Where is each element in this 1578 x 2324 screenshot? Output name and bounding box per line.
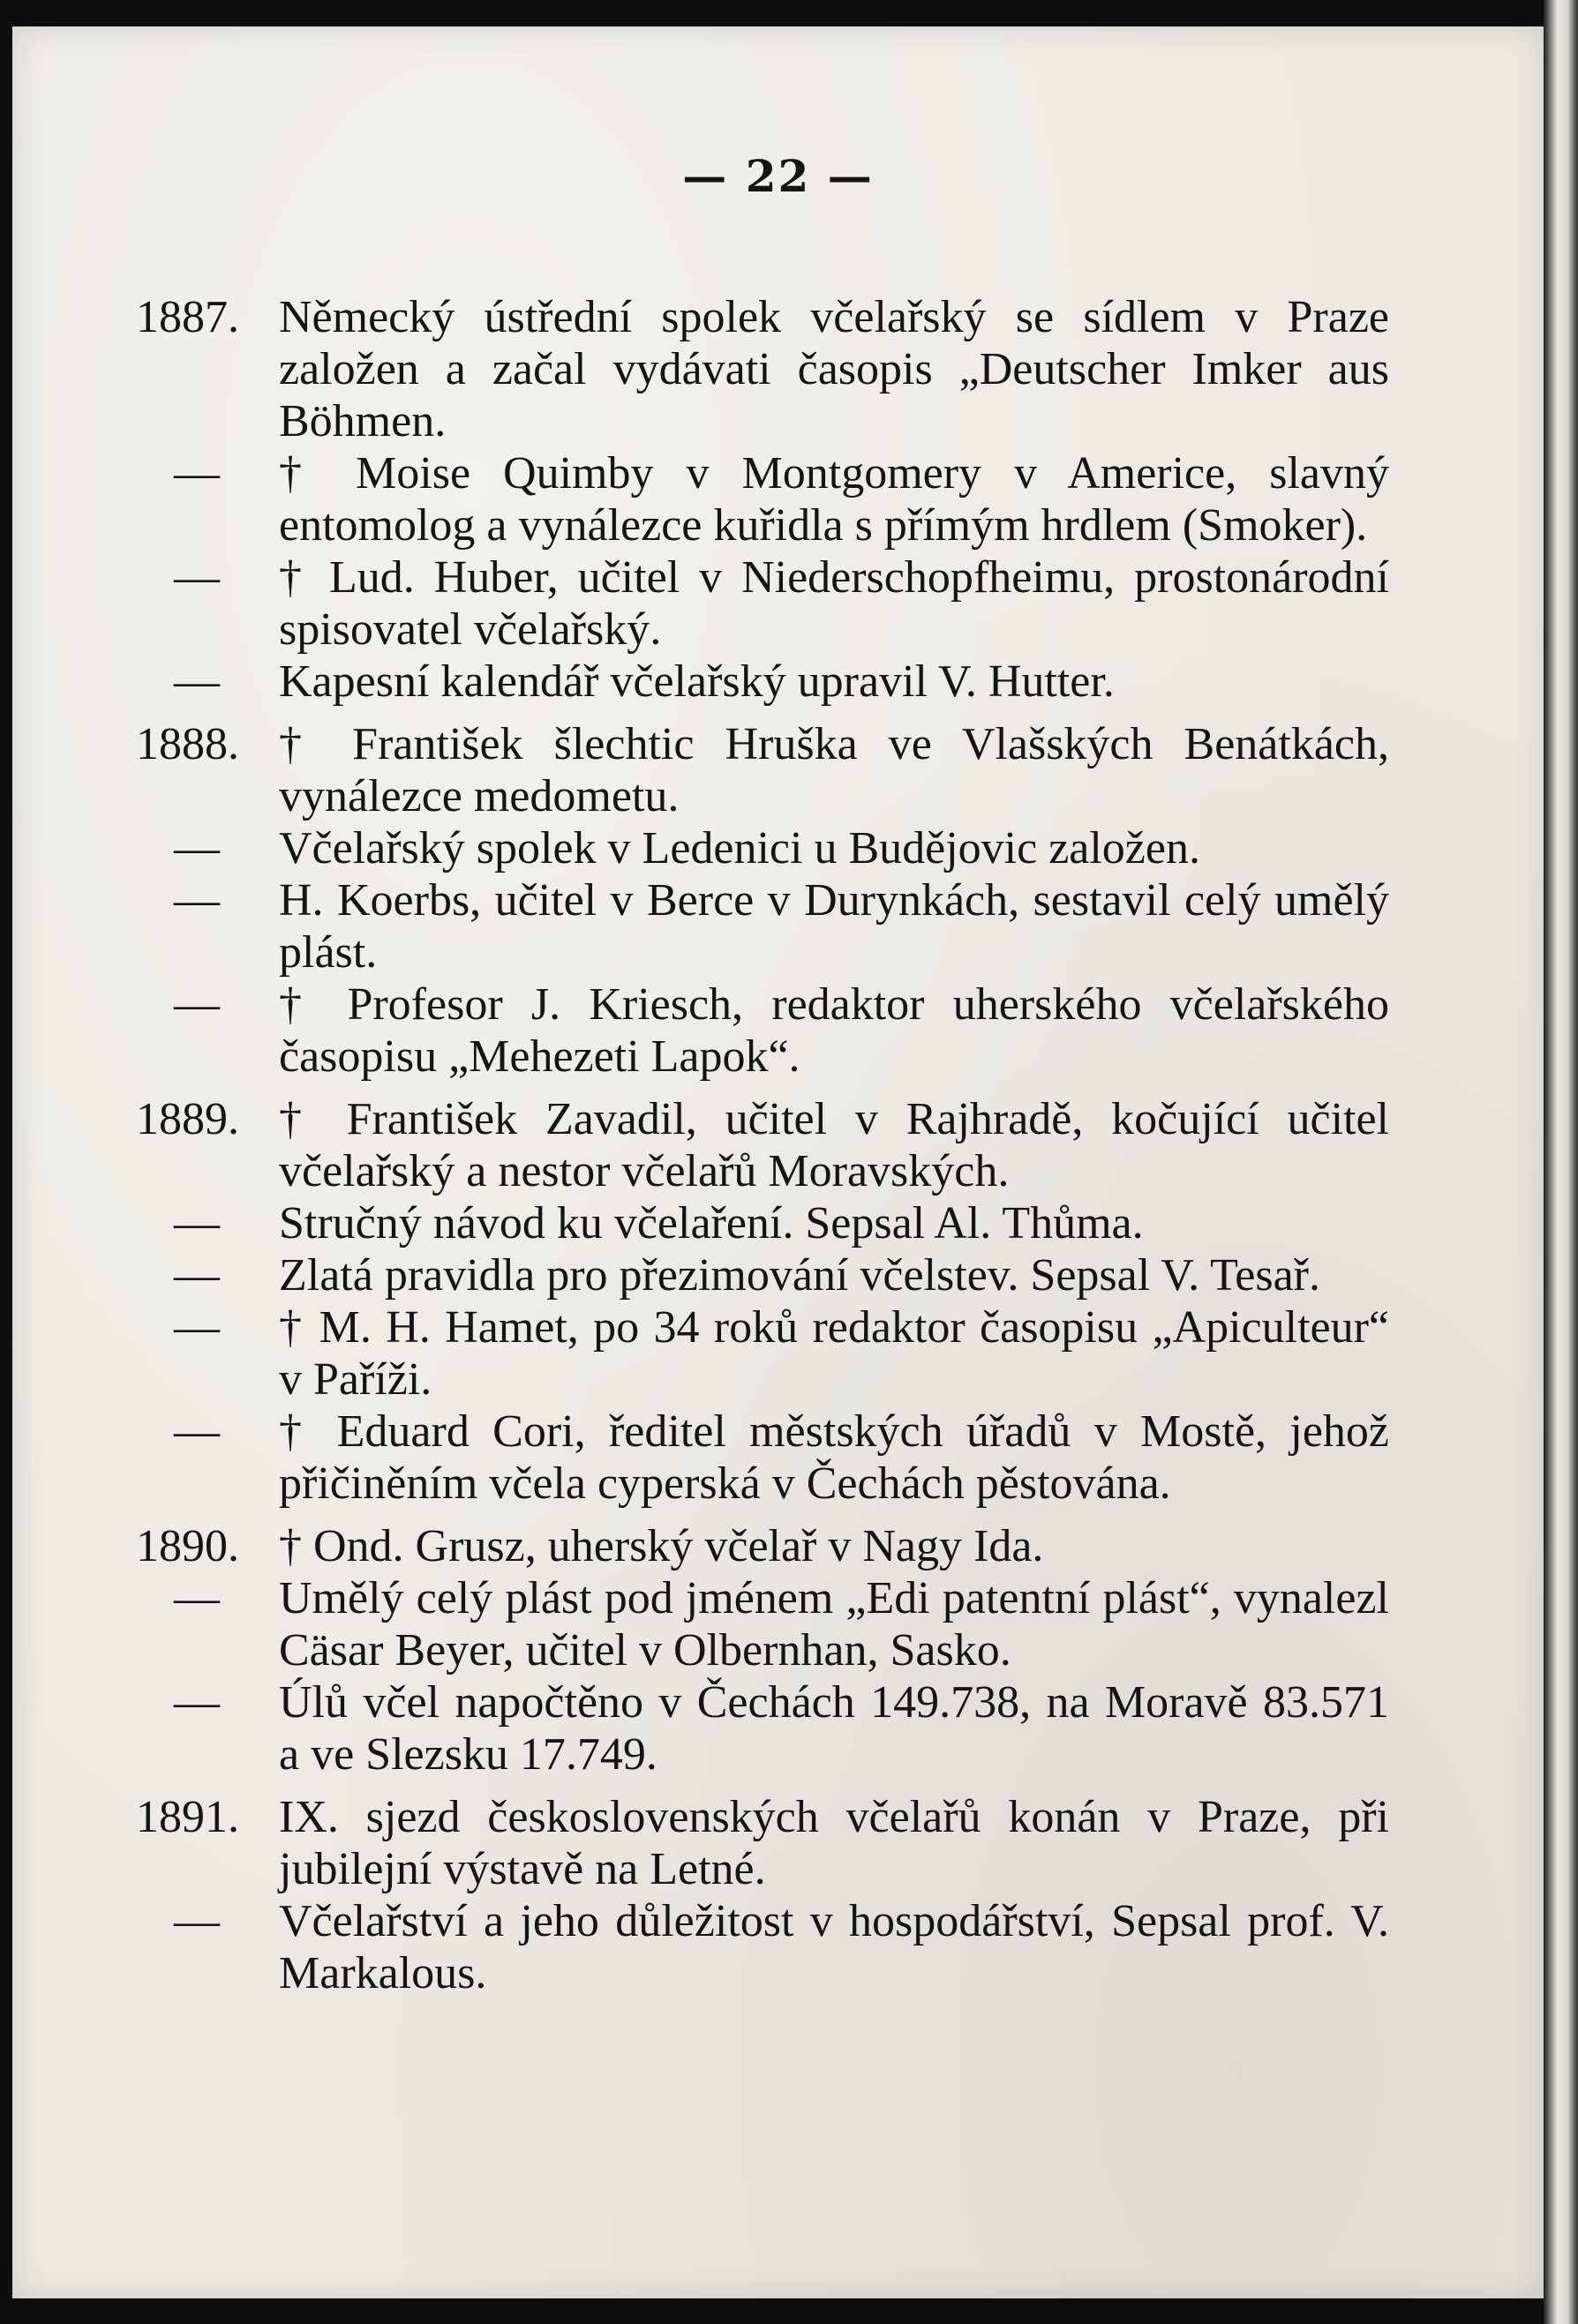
entry-year: 1891.: [136, 1792, 239, 1842]
list-item: [136, 1301, 1389, 1406]
entry-year: —: [174, 979, 220, 1030]
entry-text: † František Zavadil, učitel v Rajhradě, kočující učitel včelařský a nestor včelařů Moravských.: [279, 1094, 1389, 1196]
entry-year: —: [174, 1896, 220, 1946]
entry-year: —: [174, 656, 220, 707]
entry-year: —: [174, 1250, 220, 1301]
entry-text: † Ond. Grusz, uherský včelař v Nagy Ida.: [279, 1521, 1044, 1571]
entry-year: 1888.: [136, 719, 239, 769]
entry-text: † Profesor J. Kriesch, redaktor uherského včelařského časopisu „Mehezeti Lapok“.: [279, 979, 1389, 1082]
entry-year: —: [174, 448, 220, 499]
entry-year: 1890.: [136, 1521, 239, 1571]
chronology-list: [136, 291, 1389, 1999]
book-page: [12, 26, 1544, 2298]
entry-text: Německý ústřední spolek včelařský se sídlem v Praze založen a začal vydávati časopis „Deutscher Imker aus Böhmen.: [279, 292, 1389, 446]
list-item: [136, 874, 1389, 978]
list-item: [136, 447, 1389, 551]
entry-text: † František šlechtic Hruška ve Vlašských Benátkách, vynálezce medometu.: [279, 719, 1389, 821]
entry-year: —: [174, 1677, 220, 1728]
list-item: [136, 1406, 1389, 1510]
entry-text: Kapesní kalendář včelařský upravil V. Hutter.: [279, 656, 1115, 707]
entry-text: † Moise Quimby v Montgomery v Americe, slavný entomolog a vynálezce kuřidla s přímým hrdlem (Smoker).: [279, 448, 1389, 551]
entry-text: H. Koerbs, učitel v Berce v Durynkách, sestavil celý umělý plást.: [279, 875, 1389, 978]
entry-text: IX. sjezd československých včelařů konán v Praze, při jubilejní výstavě na Letné.: [279, 1792, 1389, 1894]
list-item: [136, 1895, 1389, 1999]
list-item: [136, 1572, 1389, 1676]
list-item: [136, 718, 1389, 822]
entry-year: —: [174, 1302, 220, 1353]
list-item: [136, 1197, 1389, 1249]
entry-year: —: [174, 552, 220, 603]
list-item: [136, 1676, 1389, 1780]
entry-year: —: [174, 1406, 220, 1457]
list-item: [136, 656, 1389, 708]
entry-text: † M. H. Hamet, po 34 roků redaktor časopisu „Apiculteur“ v Paříži.: [279, 1302, 1389, 1405]
list-item: [136, 822, 1389, 874]
entry-year: —: [174, 875, 220, 926]
list-item: [136, 291, 1389, 447]
page-edge: [1544, 0, 1578, 2324]
entry-text: Stručný návod ku včelaření. Sepsal Al. Thůma.: [279, 1198, 1144, 1248]
entry-text: Úlů včel napočtěno v Čechách 149.738, na Moravě 83.571 a ve Slezsku 17.749.: [279, 1677, 1389, 1780]
list-item: [136, 1093, 1389, 1197]
entry-year: —: [174, 1198, 220, 1248]
entry-year: 1887.: [136, 292, 239, 342]
list-item: [136, 978, 1389, 1083]
entry-text: † Eduard Cori, ředitel městských úřadů v Mostě, jehož přičiněním včela cyperská v Čechách pěstována.: [279, 1406, 1389, 1509]
entry-text: Včelařský spolek v Ledenici u Budějovic založen.: [279, 823, 1200, 873]
entry-text: Zlatá pravidla pro přezimování včelstev. Sepsal V. Tesař.: [279, 1250, 1320, 1301]
entry-text: Včelařství a jeho důležitost v hospodářství, Sepsal prof. V. Markalous.: [279, 1896, 1389, 1998]
entry-year: 1889.: [136, 1094, 239, 1144]
list-item: [136, 1791, 1389, 1895]
list-item: [136, 1249, 1389, 1301]
entry-text: † Lud. Huber, učitel v Niederschopfheimu, prostonárodní spisovatel včelařský.: [279, 552, 1389, 655]
entry-text: Umělý celý plást pod jménem „Edi patentní plást“, vynalezl Cäsar Beyer, učitel v Olbernhan, Sasko.: [279, 1573, 1389, 1676]
entry-year: —: [174, 823, 220, 873]
entry-year: —: [174, 1573, 220, 1623]
page-number: — 22 —: [682, 150, 874, 202]
list-item: [136, 551, 1389, 656]
list-item: [136, 1520, 1389, 1572]
